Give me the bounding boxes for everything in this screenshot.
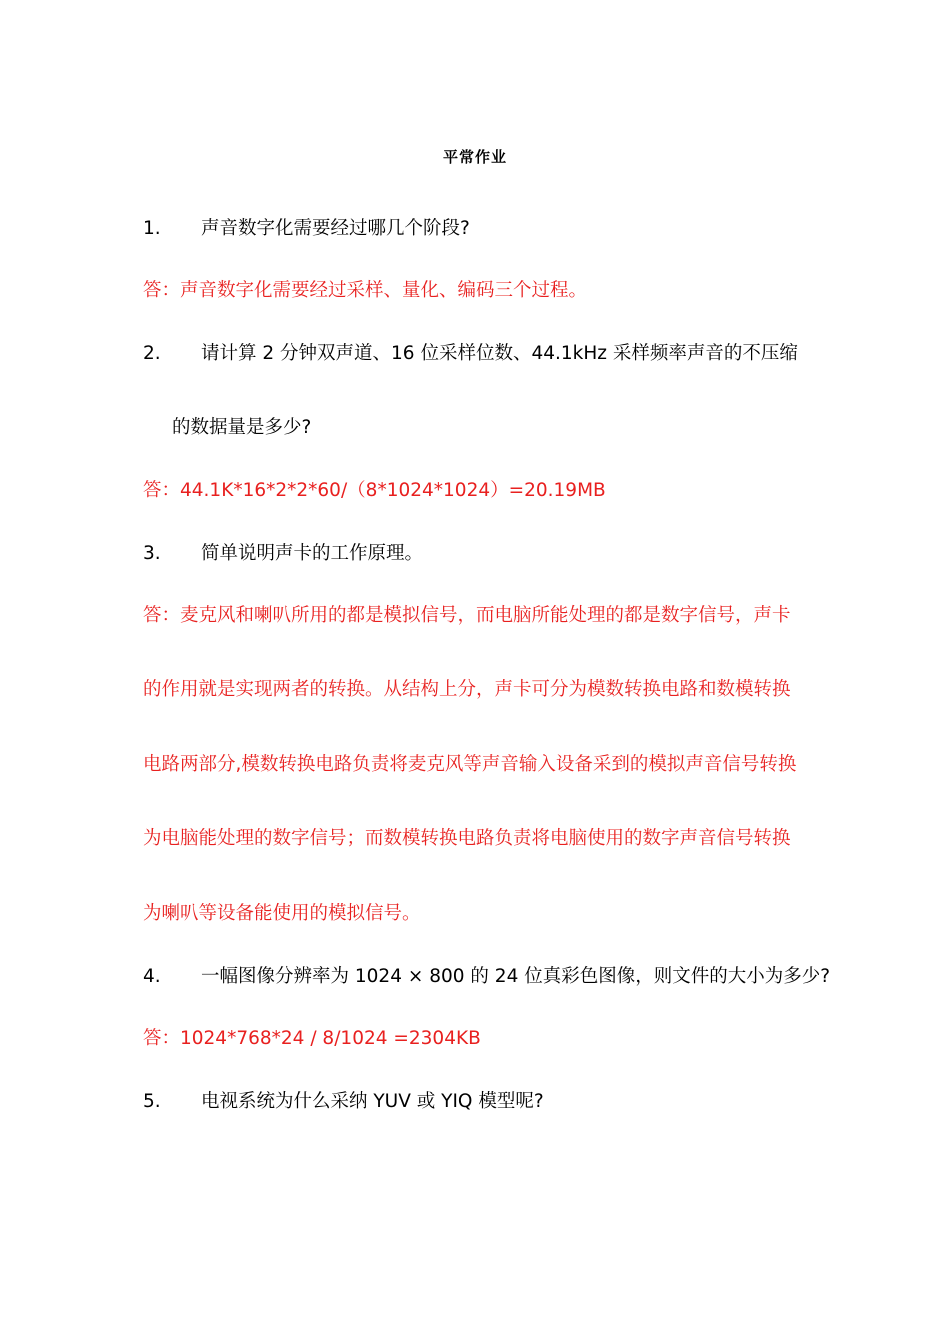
question-number: 4. [143, 966, 161, 987]
question-number: 3. [143, 543, 161, 564]
page-title: 平常作业 [442, 148, 507, 166]
answer-3-line: 电路两部分,模数转换电路负责将麦克风等声音输入设备采到的模拟声音信号转换 [143, 754, 797, 775]
question-text: 电视系统为什么采纳 YUV 或 YIQ 模型呢? [201, 1091, 544, 1112]
question-text: 请计算 2 分钟双声道、16 位采样位数、44.1kHz 采样频率声音的不压缩 [201, 343, 798, 364]
answer-3-line: 答：麦克风和喇叭所用的都是模拟信号，而电脑所能处理的都是数字信号，声卡 [143, 605, 791, 626]
question-5 [143, 1089, 544, 1115]
question-number: 1. [143, 218, 161, 239]
question-1 [143, 216, 470, 242]
answer-2: 答：44.1K*16*2*2*60/（8*1024*1024）=20.19MB [143, 480, 606, 501]
question-3 [143, 541, 423, 567]
question-number: 5. [143, 1091, 161, 1112]
answer-4: 答：1024*768*24 / 8/1024 =2304KB [143, 1028, 481, 1049]
answer-3-line: 为喇叭等设备能使用的模拟信号。 [143, 903, 421, 924]
question-4 [143, 964, 830, 990]
answer-1: 答：声音数字化需要经过采样、量化、编码三个过程。 [143, 280, 588, 301]
question-text: 一幅图像分辨率为 1024 × 800 的 24 位真彩色图像，则文件的大小为多少? [201, 966, 831, 987]
question-2-continuation: 的数据量是多少? [172, 417, 312, 438]
question-text: 声音数字化需要经过哪几个阶段? [201, 218, 470, 239]
answer-3-line: 的作用就是实现两者的转换。从结构上分，声卡可分为模数转换电路和数模转换 [143, 679, 791, 700]
question-text: 简单说明声卡的工作原理。 [201, 543, 424, 564]
question-2 [143, 341, 798, 367]
question-number: 2. [143, 343, 161, 364]
answer-3-line: 为电脑能处理的数字信号；而数模转换电路负责将电脑使用的数字声音信号转换 [143, 828, 791, 849]
